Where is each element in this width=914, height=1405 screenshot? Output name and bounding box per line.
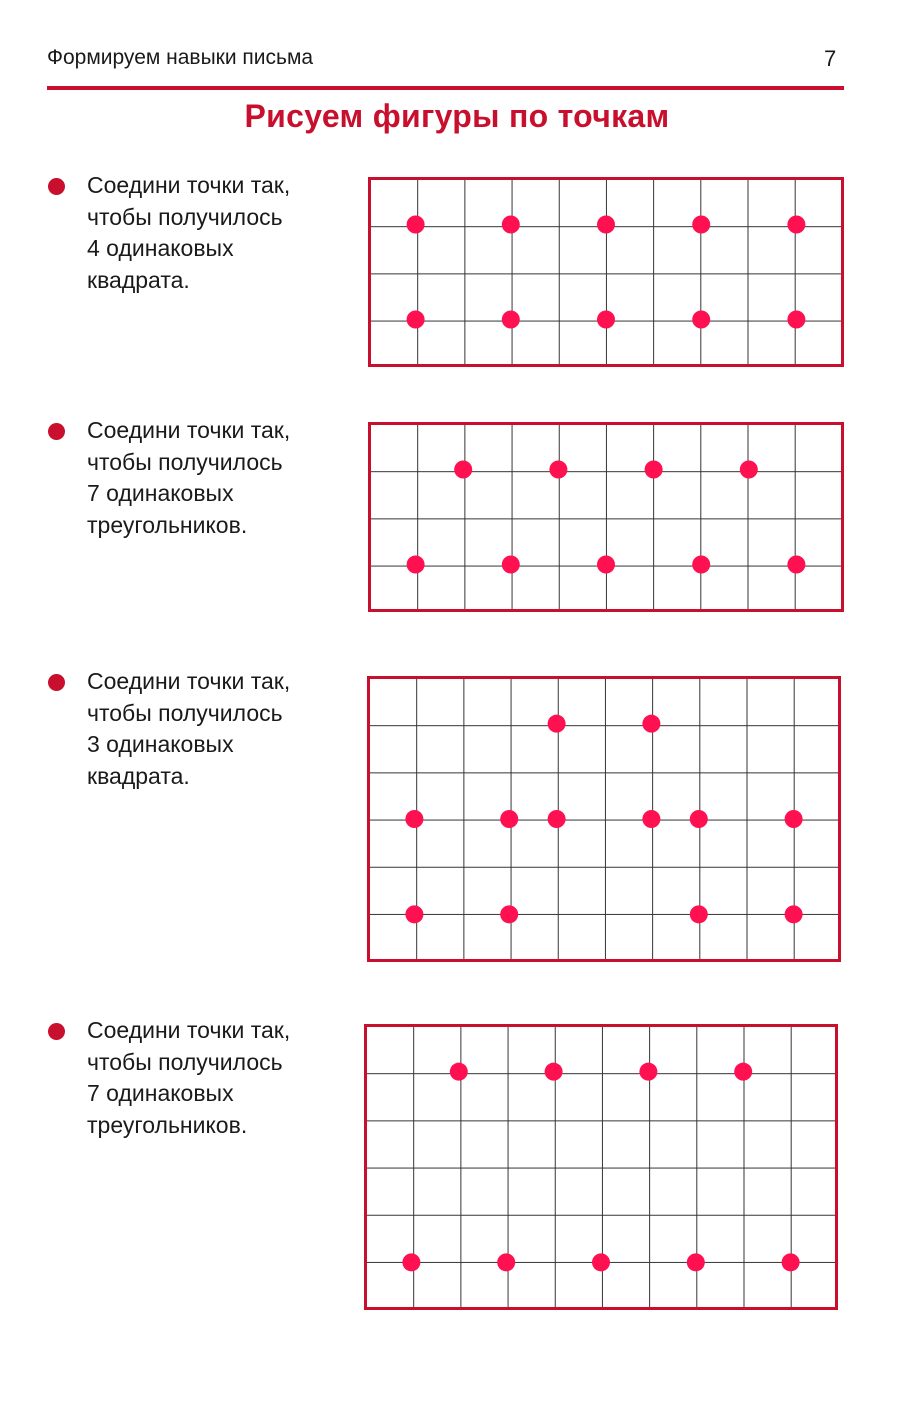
section-title: Формируем навыки письма	[47, 46, 314, 69]
instruction-text: Соедини точки так, чтобы получилось 3 одинаковых квадрата.	[87, 668, 291, 789]
page-number: 7	[824, 46, 837, 71]
page-title: Рисуем фигуры по точкам	[244, 98, 670, 134]
exercise-3-instruction	[48, 666, 348, 792]
exercise-1-instruction	[48, 170, 348, 296]
dot-grid-2	[368, 422, 844, 612]
dot-grid-3	[367, 676, 841, 962]
dot-grid-1	[368, 177, 844, 367]
instruction-text: Соедини точки так, чтобы получилось 4 одинаковых квадрата.	[87, 172, 291, 293]
exercise-2-instruction	[48, 415, 348, 541]
instruction-text: Соедини точки так, чтобы получилось 7 одинаковых треугольников.	[87, 1017, 291, 1138]
bullet-icon	[48, 423, 65, 440]
bullet-icon	[48, 1023, 65, 1040]
dot-grid-4	[364, 1024, 838, 1310]
instruction-text: Соедини точки так, чтобы получилось 7 одинаковых треугольников.	[87, 417, 291, 538]
bullet-icon	[48, 674, 65, 691]
bullet-icon	[48, 178, 65, 195]
header-divider	[47, 86, 844, 90]
exercise-4-instruction	[48, 1015, 348, 1141]
